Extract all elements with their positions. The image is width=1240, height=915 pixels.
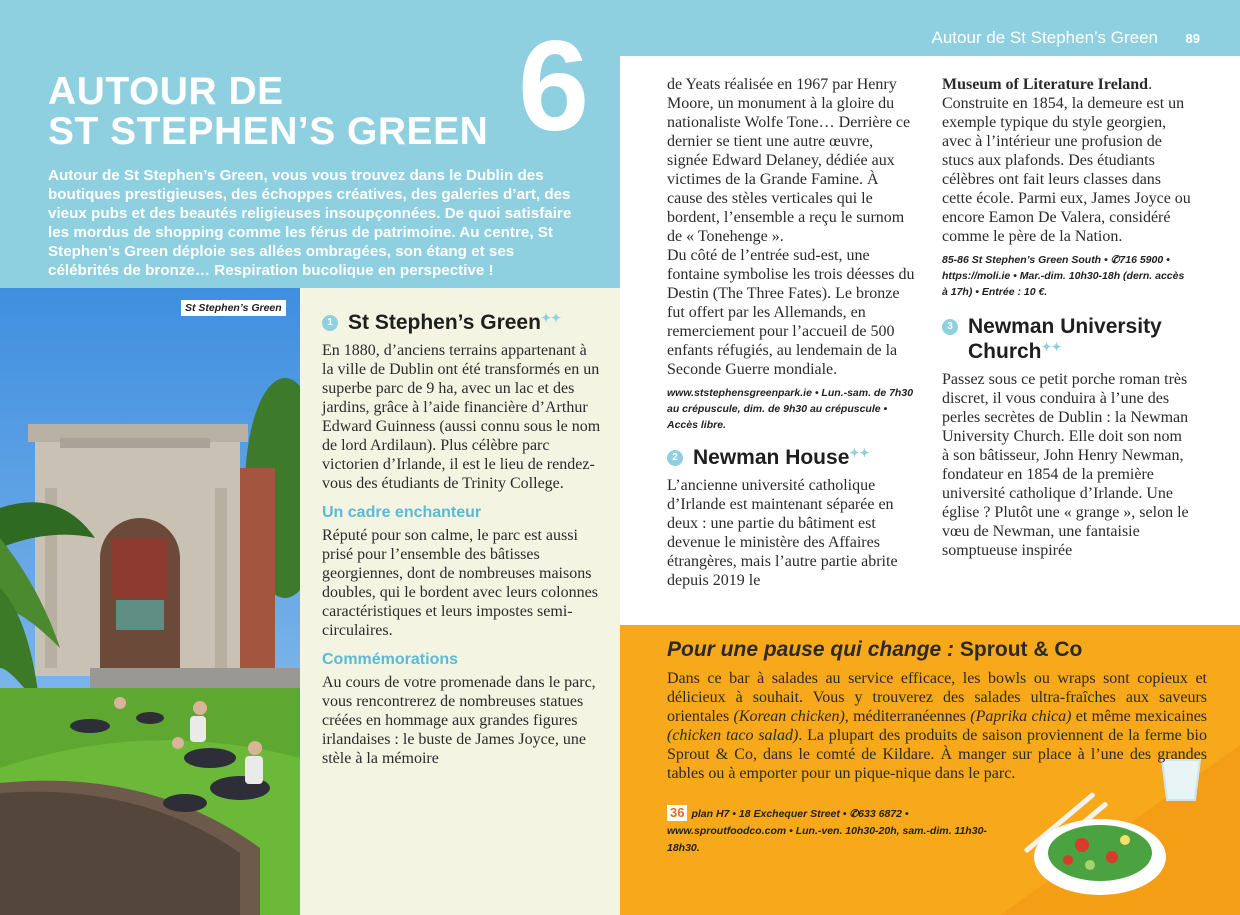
section-title-text: Newman House <box>693 446 850 469</box>
running-title: Autour de St Stephen’s Green <box>931 28 1158 47</box>
section-title <box>693 445 869 470</box>
column-3 <box>942 75 1192 560</box>
museum-paragraph <box>942 75 1192 246</box>
page-number: 89 <box>1185 31 1200 46</box>
stars-rating-icon: ✦✦ <box>849 446 870 460</box>
subheading-cadre: Un cadre enchanteur <box>322 504 482 521</box>
stars-rating-icon: ✦✦ <box>540 311 562 325</box>
sprout-practical-info <box>667 805 1007 857</box>
sprout-description <box>667 669 1207 783</box>
sprout-title <box>667 638 1082 662</box>
chapter-title-line-1: AUTOUR DE <box>48 70 284 113</box>
sprout-title-name: Sprout & Co <box>959 638 1083 661</box>
sprout-callout-box <box>620 625 1240 915</box>
chapter-intro: Autour de St Stephen’s Green, vous vous trouvez dans le Dublin des boutiques prestigieuses, des échoppes créatives, des galeries d’art, des vieux pubs et des beautés religieuses insoupçonnées. De quoi satisfaire les mordus de shopping comme les férus de patrimoine. Au centre, St Stephen’s Green déploie ses allées ombragées, son étang et ses célébrités de bronze… Respiration bucolique en perspective ! <box>48 167 572 279</box>
salad-bowl-icon <box>1034 819 1166 895</box>
section-newman-university-church <box>942 314 1192 560</box>
section-title <box>968 314 1192 364</box>
section-title-text: St Stephen’s Green <box>348 311 541 334</box>
sprout-dish-name: (Korean chicken) <box>733 708 845 725</box>
left-text-column <box>300 288 620 915</box>
subheading-commemorations: Commémorations <box>322 651 459 668</box>
right-page <box>620 0 1240 915</box>
park-photo-illustration <box>0 288 300 915</box>
section-heading <box>942 314 1192 364</box>
chapter-header <box>0 0 620 288</box>
sprout-dish-name: (Paprika chica) <box>970 708 1072 725</box>
sprout-text-part: Dans ce bar à salades au service efficace, les bowls ou wraps sont copieux et délicieux à souhait. Vous y trouverez des salades ultra-fraîches aux saveurs orientales <box>667 670 1207 725</box>
museum-name: Museum of Literature Ireland <box>942 76 1149 93</box>
sprout-info-text: plan H7 • 18 Exchequer Street • ✆633 6872 • www.sproutfoodco.com • Lun.-ven. 10h30-20h, sam.-dim. 11h30-18h30. <box>667 808 987 854</box>
sprout-dish-name: (chicken taco salad) <box>667 727 799 744</box>
museum-description: . Construite en 1854, la demeure est un exemple typique du style georgien, avec à l’intérieur une profusion de stucs aux plafonds. Des étudiants célèbres ont fait leurs classes dans cette école. Parmi eux, James Joyce ou encore Eamon De Valera, considéré comme le père de la Nation. <box>942 76 1191 245</box>
section-newman-house <box>667 445 917 590</box>
sprout-text-part: . La plupart des produits de saison proviennent de la ferme bio Sprout & Co, dans le comté de Kildare. À manger sur place à l’une des grandes tables ou à emporter pour un pique-nique dans le parc. <box>667 727 1207 782</box>
sprout-text-part: , méditerranéennes <box>844 708 971 725</box>
statues-continued-text: de Yeats réalisée en 1967 par Henry Moore, un monument à la gloire du nationaliste Wolfe Tone… Derrière ce dernier se tient une autre œuvre, signée Edward Delaney, dédiée aux victimes de la Grande Famine. À cause des stèles verticales qui le bordent, l’ensemble a reçu le surnom de « Tonehenge ». <box>667 76 911 245</box>
section-body: Passez sous ce petit porche roman très discret, il vous conduira à l’une des perles secrètes de Dublin : la Newman University Church. Elle doit son nom à son bâtisseur, John Henry Newman, fondateur en 1854 de la première université catholique d’Irlande. Une église ? Plutôt une « grange », selon le vœu de Newman, une fantaisie somptueuse inspirée <box>942 371 1189 559</box>
map-reference-badge: 36 <box>667 805 687 821</box>
sprout-text-part: et même mexicaines <box>1071 708 1208 725</box>
section-title <box>348 310 561 335</box>
section-title-text: Newman University Church <box>968 315 1162 363</box>
chapter-title <box>48 72 518 152</box>
section-st-stephens-green <box>322 310 602 768</box>
section-number-badge: 3 <box>942 319 958 335</box>
sprout-title-lead: Pour une pause qui change : <box>667 638 955 661</box>
fountain-paragraph: Du côté de l’entrée sud-est, une fontaine symbolise les trois déesses du Destin (The Three Fates). Le bronze fut offert par les Allemands, en remerciement pour l’accueil de 500 enfants réfugiés, au lendemain de la Seconde Guerre mondiale. <box>667 247 915 378</box>
subsection-body-cadre: Réputé pour son calme, le parc est aussi prisé pour l’ensemble des bâtisses georgiennes, dont de nombreuses maisons doubles, qui le bordent avec leurs colonnes caractéristiques et leurs impostes semi-circulaires. <box>322 527 598 639</box>
section-body: En 1880, d’anciens terrains appartenant à la ville de Dublin ont été transformés en un superbe parc de 9 ha, avec un lac et des jardins, grâce à l’aide financière d’Arthur Edward Guinness (aussi connu sous le nom de lord Ardilaun). Plus célèbre parc victorien d’Irlande, il est le lieu de rendez-vous des étudiants de Trinity College. <box>322 342 601 492</box>
column-2 <box>667 75 917 590</box>
section-number-badge: 2 <box>667 450 683 466</box>
park-photo <box>0 288 300 915</box>
chapter-number: 6 <box>518 15 590 158</box>
chapter-title-line-2: ST STEPHEN’S GREEN <box>48 110 489 153</box>
running-header <box>620 0 1240 56</box>
photo-caption: St Stephen’s Green <box>181 300 286 316</box>
stars-rating-icon: ✦✦ <box>1041 340 1062 354</box>
section-heading <box>322 310 602 335</box>
park-practical-info: www.ststephensgreenpark.ie • Lun.-sam. de 7h30 au crépuscule, dim. de 9h30 au crépuscule • Accès libre. <box>667 387 914 431</box>
section-heading <box>667 445 917 470</box>
section-number-badge: 1 <box>322 315 338 331</box>
subsection-body-commemorations: Au cours de votre promenade dans le parc, vous rencontrerez de nombreuses statues créées en hommage aux grandes figures irlandaises : le buste de James Joyce, une stèle à la mémoire <box>322 674 596 767</box>
section-body: L’ancienne université catholique d’Irlande est maintenant séparée en deux : une partie du bâtiment est devenue le ministère des Affaires étrangères, mais l’autre partie abrite depuis 2019 le <box>667 477 898 589</box>
museum-practical-info: 85-86 St Stephen’s Green South • ✆716 5900 • https://moli.ie • Mar.-dim. 10h30-18h (dern. accès à 17h) • Entrée : 10 €. <box>942 254 1185 298</box>
